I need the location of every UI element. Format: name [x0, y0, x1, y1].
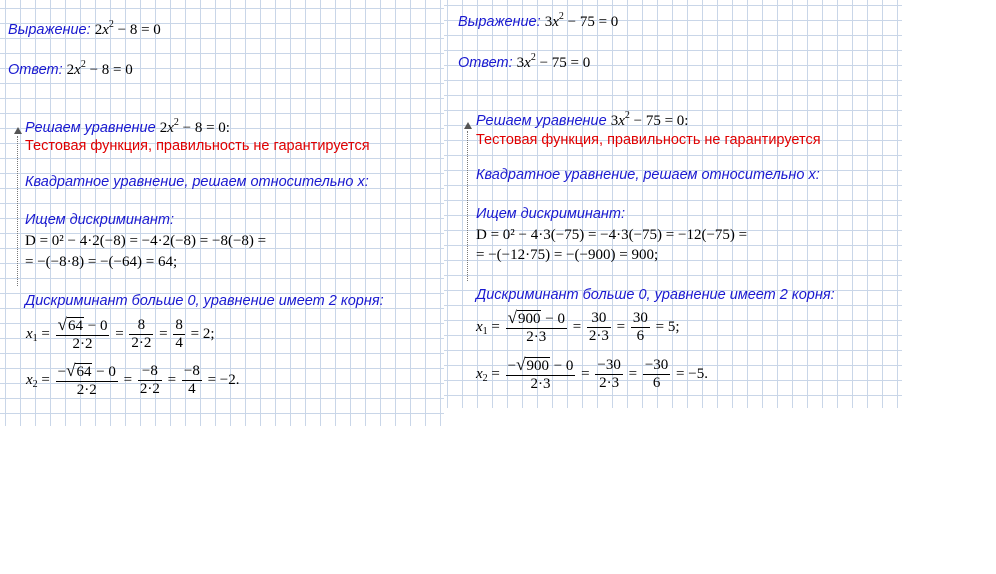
root-x1-right: $x_1$ = $\frac{√900 - 0}{2\cdot 3}$ = $\frac{30}{2\cdot 3}$ = $\frac{30}{6}$ = 5; — [476, 308, 680, 345]
discriminant-line-1: D = 0² − 4·2(−8) = −4·2(−8) = −8(−8) = — [25, 233, 267, 249]
roots-heading: Дискриминант больше 0, уравнение имеет 2 корня: — [476, 287, 835, 303]
expression-math: $2x^2 - 8 = 0$ — [94, 19, 161, 38]
warning-text: Тестовая функция, правильность не гарантируется — [25, 138, 370, 154]
answer-line-right: Ответ: $3x^2 - 75 = 0$ — [458, 52, 591, 71]
solve-math: $2x^2 - 8 = 0$: — [159, 117, 230, 136]
discriminant-line-1: D = 0² − 4·3(−75) = −4·3(−75) = −12(−75) = — [476, 227, 748, 243]
solve-line-right: Решаем уравнение $3x^2 - 75 = 0$: — [476, 110, 689, 129]
discriminant-heading: Ищем дискриминант: — [476, 206, 626, 222]
answer-label: Ответ: — [8, 62, 63, 78]
warning-text: Тестовая функция, правильность не гарантируется — [476, 132, 821, 148]
root-x2-left: $x_2$ = $\frac{-√64 - 0}{2\cdot 2}$ = $\frac{-8}{2\cdot 2}$ = $\frac{-8}{4}$ = −2. — [26, 361, 240, 398]
quadratic-line-right: Квадратное уравнение, решаем относительно x: — [476, 167, 820, 183]
roots-heading: Дискриминант больше 0, уравнение имеет 2 корня: — [25, 293, 384, 309]
expression-line-left — [8, 21, 161, 39]
collapse-triangle-icon[interactable] — [464, 122, 472, 129]
collapse-triangle-icon[interactable] — [14, 127, 22, 134]
solution-bracket — [17, 136, 18, 286]
answer-line-left — [8, 61, 133, 79]
quadratic-line-left: Квадратное уравнение, решаем относительно x: — [25, 174, 369, 190]
root-x2-right: $x_2$ = $\frac{-√900 - 0}{2\cdot 3}$ = $\frac{-30}{2\cdot 3}$ = $\frac{-30}{6}$ = −5. — [476, 355, 708, 392]
discriminant-line-2: = −(−12·75) = −(−900) = 900; — [476, 247, 659, 263]
expression-label: Выражение: — [8, 22, 91, 38]
expression-line-right: Выражение: $3x^2 - 75 = 0$ — [458, 11, 619, 30]
discriminant-line-2: = −(−8·8) = −(−64) = 64; — [25, 254, 178, 270]
answer-math: $2x^2 - 8 = 0$ — [66, 59, 133, 78]
solve-line-left — [25, 119, 230, 137]
root-x1-left: $x_1$ = $\frac{√64 - 0}{2\cdot 2}$ = $\frac{8}{2\cdot 2}$ = $\frac{8}{4}$ = 2; — [26, 315, 215, 352]
discriminant-heading: Ищем дискриминант: — [25, 212, 175, 228]
solution-bracket — [467, 131, 468, 281]
solve-label: Решаем уравнение — [25, 120, 156, 136]
